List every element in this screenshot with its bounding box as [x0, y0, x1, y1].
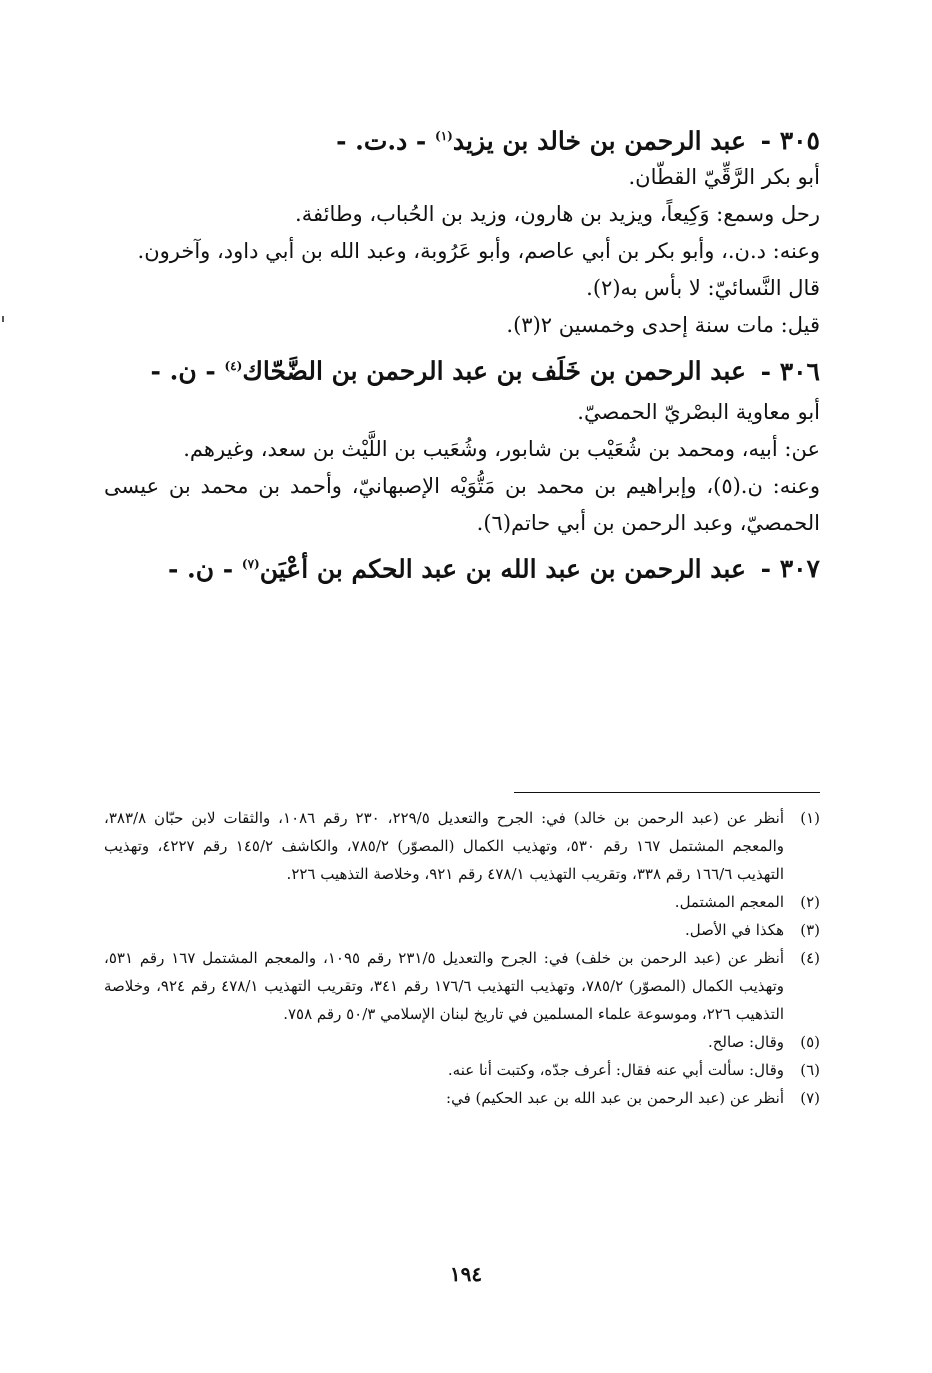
footnote-text: أنظر عن (عبد الرحمن بن خلف) في: الجرح والتعديل ٢٣١/٥ رقم ١٠٩٥، والمعجم المشتمل ١٦٧ رقم ٥٣١، وتهذيب الكمال (المصوّر) ٧٨٥/٢، وتهذيب التهذيب ١٧٦/٦ رقم ٣٤١، وتقريب التهذيب ٤٧٨/١ رقم ٩٢٤، وخلاصة التذهيب ٢٢٦، وموسوعة علماء المسلمين في تاريخ لبنان الإسلامي ٥٠/٣ رقم ٧٥٨.	[104, 949, 784, 1023]
footnote-text: هكذا في الأصل.	[684, 921, 784, 939]
main-text	[104, 118, 820, 587]
entry-codes: - ن. -	[150, 356, 216, 386]
footnote-ref: (٧)	[241, 556, 260, 571]
entry-heading	[104, 118, 820, 159]
entry-number: ٣٠٦ -	[760, 356, 820, 386]
footnote-ref: (١)	[435, 129, 453, 143]
footnotes	[104, 804, 820, 1112]
entry-name: عبد الرحمن بن عبد الله بن عبد الحكم بن أعْيَن	[259, 553, 746, 583]
entry-codes: - ن. -	[167, 553, 234, 583]
footnote-text: المعجم المشتمل.	[674, 893, 784, 911]
paragraph: قيل: مات سنة إحدى وخمسين ٢(٣).	[506, 313, 820, 338]
footnote-number: (٢)	[800, 893, 820, 911]
footnote	[104, 1056, 820, 1084]
footnote-number: (٧)	[800, 1089, 820, 1107]
footnote	[104, 888, 820, 916]
footnote-text: أنظر عن (عبد الرحمن بن عبد الله بن عبد الحكيم) في:	[446, 1089, 784, 1107]
footnote-number: (١)	[800, 809, 820, 827]
footnote-number: (٣)	[800, 921, 820, 939]
paragraph: قال النَّسائيّ: لا بأس به(٢).	[586, 276, 820, 301]
paragraph: أبو معاوية البصْريّ الحمصيّ.	[577, 399, 820, 424]
paragraph: وعنه: د.ن.، وأبو بكر بن أبي عاصم، وأبو عَرُوبة، وعبد الله بن أبي داود، وآخرون.	[137, 239, 820, 264]
entry-heading	[104, 546, 820, 587]
paragraph: أبو بكر الرَّقِّيّ القطّان.	[628, 165, 820, 190]
footnote	[104, 1028, 820, 1056]
footnote-text: أنظر عن (عبد الرحمن بن خالد) في: الجرح والتعديل ٢٢٩/٥، ٢٣٠ رقم ١٠٨٦، والثقات لابن حبّان ٣٨٣/٨، والمعجم المشتمل ١٦٧ رقم ٥٣٠، وتهذيب الكمال (المصوّر) ٧٨٥/٢، والكاشف ١٤٥/٢ رقم ٤٢٢٧، وتهذيب التهذيب ١٦٦/٦ رقم ٣٣٨، وتقريب التهذيب ٤٧٨/١ رقم ٩٢١، وخلاصة التذهيب ٢٢٦.	[104, 809, 785, 883]
footnote-text: وقال: سألت أبي عنه فقال: أعرف جدّه، وكتبت أنا عنه.	[447, 1061, 784, 1079]
page-number: ١٩٤	[449, 1262, 483, 1286]
footnote	[104, 944, 820, 1028]
entry-heading	[104, 348, 820, 389]
entry-name: عبد الرحمن بن خالد بن يزيد	[452, 126, 746, 156]
footnote	[104, 1084, 820, 1112]
footnote-number: (٤)	[800, 949, 820, 967]
entry-name: عبد الرحمن بن خَلَف بن عبد الرحمن بن الضَّحّاك	[242, 356, 746, 386]
paragraph: وعنه: ن.(٥)، وإبراهيم بن محمد بن مَتُّوَيْه الإصبهانيّ، وأحمد بن محمد بن عيسى الحمصيّ، وعبد الرحمن بن أبي حاتم(٦).	[104, 473, 820, 535]
footnote-number: (٦)	[800, 1061, 820, 1079]
entry-number: ٣٠٧ -	[760, 553, 820, 583]
footnote	[104, 804, 820, 888]
entry-number: ٣٠٥ -	[760, 126, 820, 156]
footnote-ref: (٤)	[224, 359, 243, 374]
paragraph: عن: أبيه، ومحمد بن شُعَيْب بن شابور، وشُعَيب بن اللَّيْث بن سعد، وغيرهم.	[183, 436, 820, 461]
footnote-text: وقال: صالح.	[707, 1033, 784, 1051]
footnote	[104, 916, 820, 944]
entry-codes: - د.ت. -	[336, 126, 427, 156]
footnote-divider	[514, 792, 820, 793]
footnote-number: (٥)	[800, 1033, 820, 1051]
paragraph: رحل وسمع: وَكِيعاً، ويزيد بن هارون، وزيد بن الحُباب، وطائفة.	[295, 202, 820, 227]
margin-mark	[2, 316, 4, 322]
